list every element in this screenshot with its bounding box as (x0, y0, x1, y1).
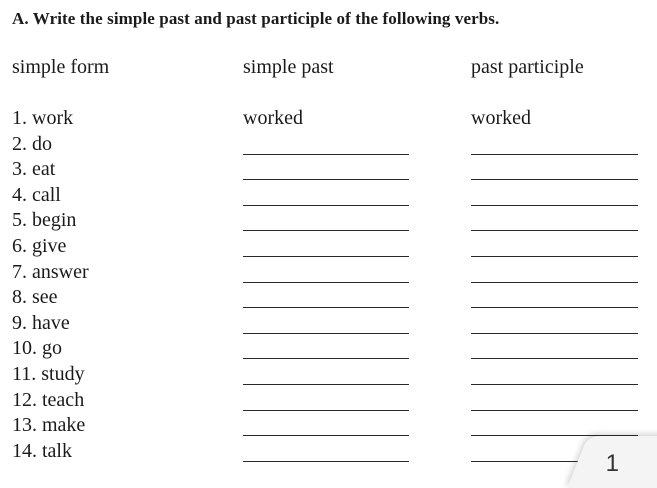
verb-simple-form: 12. teach (12, 388, 85, 411)
past-participle-blank[interactable] (471, 230, 638, 231)
verb-list (0, 106, 657, 464)
verb-row (0, 413, 657, 439)
verb-simple-form: 8. see (12, 286, 58, 309)
verb-simple-form: 3. eat (12, 158, 56, 181)
simple-past-blank[interactable] (243, 384, 409, 385)
simple-past-blank[interactable] (243, 282, 409, 283)
past-participle-blank[interactable] (471, 179, 638, 180)
verb-simple-form: 4. call (12, 183, 61, 206)
past-participle-blank[interactable] (471, 282, 638, 283)
verb-row (0, 208, 657, 234)
verb-row (0, 336, 657, 362)
verb-row (0, 106, 657, 132)
answer-past-participle: worked (471, 107, 531, 129)
verb-row (0, 311, 657, 337)
verb-row (0, 157, 657, 183)
simple-past-blank[interactable] (243, 256, 409, 257)
past-participle-blank[interactable] (471, 384, 638, 385)
simple-past-blank[interactable] (243, 230, 409, 231)
column-header-simple-form: simple form (12, 56, 110, 78)
verb-simple-form: 7. answer (12, 260, 89, 283)
verb-row (0, 132, 657, 158)
page-number: 1 (605, 450, 619, 477)
simple-past-blank[interactable] (243, 358, 409, 359)
exercise-title: A. Write the simple past and past participle of the following verbs. (12, 9, 500, 28)
column-header-simple-past: simple past (243, 56, 334, 78)
past-participle-blank[interactable] (471, 333, 638, 334)
simple-past-blank[interactable] (243, 410, 409, 411)
past-participle-blank[interactable] (471, 307, 638, 308)
past-participle-blank[interactable] (471, 256, 638, 257)
verb-simple-form: 1. work (12, 107, 74, 129)
verb-simple-form: 14. talk (12, 439, 72, 462)
verb-row (0, 388, 657, 414)
past-participle-blank[interactable] (471, 205, 638, 206)
verb-row (0, 285, 657, 311)
verb-row (0, 260, 657, 286)
simple-past-blank[interactable] (243, 435, 409, 436)
simple-past-blank[interactable] (243, 333, 409, 334)
past-participle-blank[interactable] (471, 154, 638, 155)
simple-past-blank[interactable] (243, 461, 409, 462)
past-participle-blank[interactable] (471, 410, 638, 411)
simple-past-blank[interactable] (243, 205, 409, 206)
verb-row (0, 439, 657, 465)
simple-past-blank[interactable] (243, 307, 409, 308)
column-header-past-participle: past participle (471, 56, 584, 78)
verb-simple-form: 11. study (12, 362, 85, 385)
simple-past-blank[interactable] (243, 154, 409, 155)
verb-simple-form: 6. give (12, 234, 67, 257)
verb-row (0, 362, 657, 388)
verb-simple-form: 5. begin (12, 209, 77, 232)
verb-row (0, 234, 657, 260)
verb-simple-form: 13. make (12, 414, 86, 437)
verb-row (0, 183, 657, 209)
past-participle-blank[interactable] (471, 358, 638, 359)
verb-simple-form: 9. have (12, 311, 70, 334)
answer-simple-past: worked (243, 107, 303, 129)
simple-past-blank[interactable] (243, 179, 409, 180)
verb-simple-form: 10. go (12, 337, 62, 360)
verb-simple-form: 2. do (12, 132, 52, 155)
